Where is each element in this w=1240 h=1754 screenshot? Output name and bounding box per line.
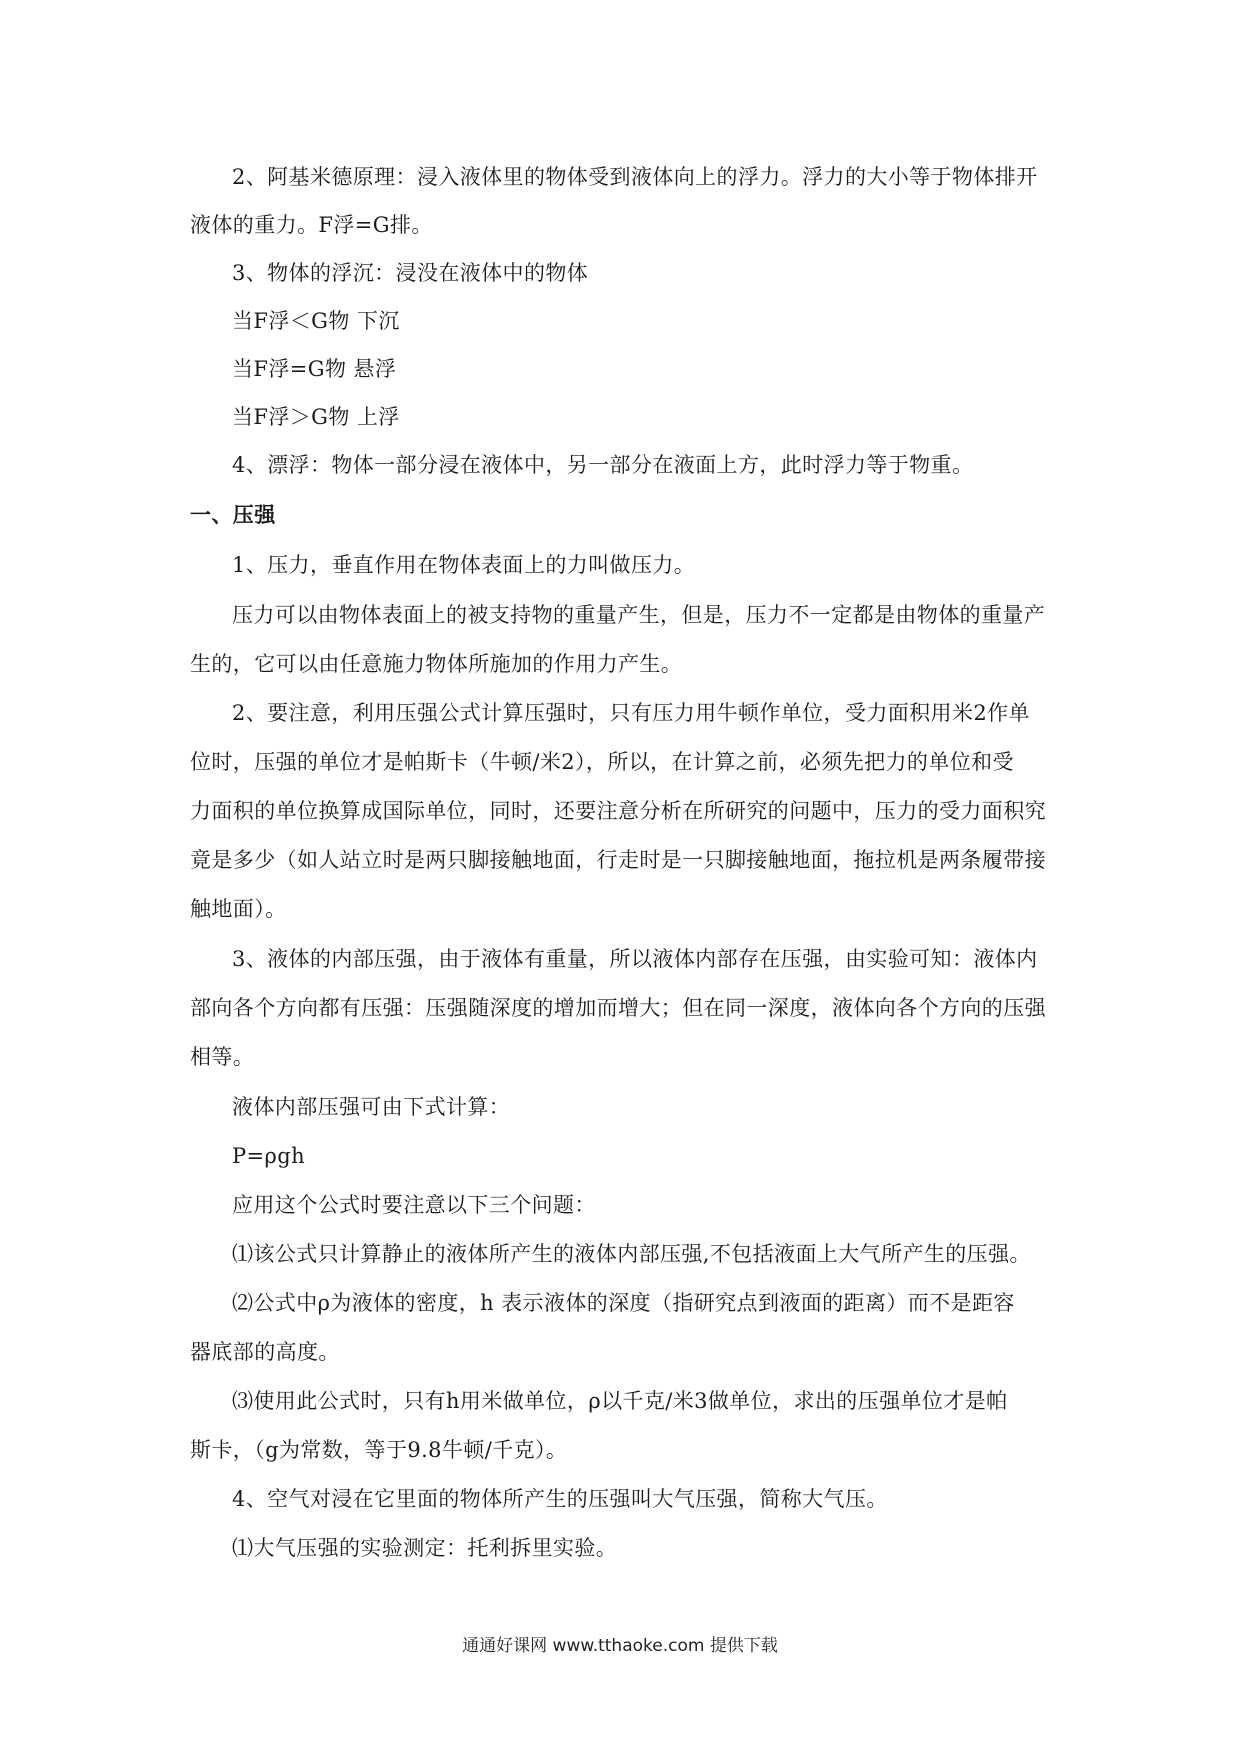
paragraph-line: 部向各个方向都有压强：压强随深度的增加而增大；但在同一深度，液体向各个方向的压强: [190, 996, 1046, 1020]
paragraph-line: 触地面）。: [190, 897, 287, 921]
paragraph-line: 当F浮＜G物 下沉: [232, 309, 400, 333]
paragraph-line: 液体的重力。F浮=G排。: [190, 213, 433, 237]
page-footer: 通通好课网 www.tthaoke.com 提供下载: [462, 1636, 778, 1656]
paragraph-line: ⑴该公式只计算静止的液体所产生的液体内部压强,不包括液面上大气所产生的压强。: [232, 1242, 1031, 1266]
formula-line: P=ρgh: [232, 1144, 306, 1168]
paragraph-line: 应用这个公式时要注意以下三个问题：: [232, 1193, 596, 1217]
paragraph-line: 生的，它可以由任意施力物体所施加的作用力产生。: [190, 652, 683, 676]
paragraph-line: 位时，压强的单位才是帕斯卡（牛顿/米2），所以，在计算之前，必须先把力的单位和受: [190, 750, 1014, 774]
paragraph-line: 4、空气对浸在它里面的物体所产生的压强叫大气压强，简称大气压。: [232, 1487, 888, 1511]
paragraph-line: 2、阿基米德原理：浸入液体里的物体受到液体向上的浮力。浮力的大小等于物体排开: [232, 165, 1038, 189]
paragraph-line: 器底部的高度。: [190, 1340, 340, 1364]
paragraph-line: 相等。: [190, 1045, 255, 1069]
paragraph-line: 1、压力，垂直作用在物体表面上的力叫做压力。: [232, 553, 696, 577]
paragraph-line: 2、要注意，利用压强公式计算压强时，只有压力用牛顿作单位，受力面积用米2作单: [232, 701, 1030, 725]
section-heading: 一、压强: [190, 503, 276, 527]
paragraph-line: ⑵公式中ρ为液体的密度，h 表示液体的深度（指研究点到液面的距离）而不是距容: [232, 1291, 1015, 1315]
paragraph-line: 3、液体的内部压强，由于液体有重量，所以液体内部存在压强，由实验可知：液体内: [232, 947, 1038, 971]
paragraph-line: 当F浮=G物 悬浮: [232, 357, 397, 381]
paragraph-line: 当F浮＞G物 上浮: [232, 405, 400, 429]
paragraph-line: ⑶使用此公式时，只有h用米做单位，ρ以千克/米3做单位，求出的压强单位才是帕: [232, 1389, 1008, 1413]
paragraph-line: 压力可以由物体表面上的被支持物的重量产生，但是，压力不一定都是由物体的重量产: [232, 603, 1046, 627]
paragraph-line: 3、物体的浮沉：浸没在液体中的物体: [232, 261, 589, 285]
paragraph-line: 液体内部压强可由下式计算：: [232, 1095, 511, 1119]
paragraph-line: 4、漂浮：物体一部分浸在液体中，另一部分在液面上方，此时浮力等于物重。: [232, 453, 974, 477]
paragraph-line: ⑴大气压强的实验测定：托利拆里实验。: [232, 1536, 618, 1560]
paragraph-line: 力面积的单位换算成国际单位，同时，还要注意分析在所研究的问题中，压力的受力面积究: [190, 799, 1046, 823]
paragraph-line: 斯卡，（g为常数，等于9.8牛顿/千克）。: [190, 1438, 568, 1462]
paragraph-line: 竟是多少（如人站立时是两只脚接触地面，行走时是一只脚接触地面，拖拉机是两条履带接: [190, 848, 1046, 872]
